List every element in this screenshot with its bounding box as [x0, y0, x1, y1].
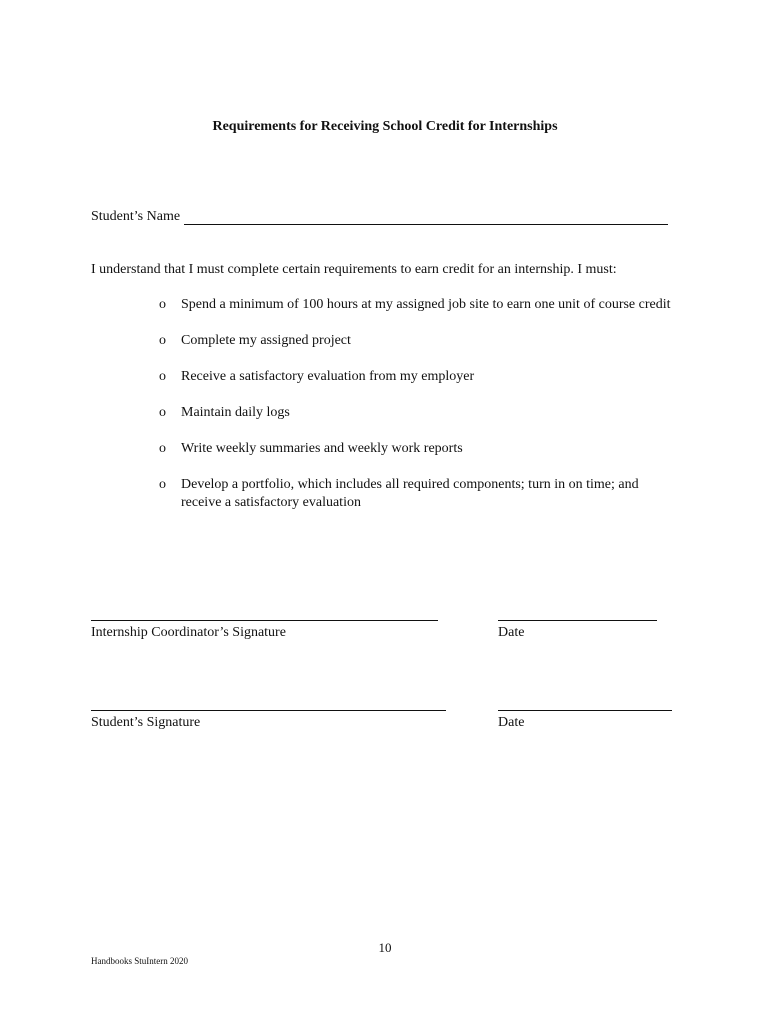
student-signature-line: [91, 710, 446, 711]
page-number: 10: [378, 940, 392, 955]
student-name-blank-line: [184, 210, 668, 225]
bullet-icon: o: [159, 333, 166, 348]
list-item: [159, 296, 679, 314]
coordinator-date-label: Date: [498, 625, 525, 640]
student-name-label: Student’s Name: [91, 209, 181, 224]
list-item: [159, 404, 679, 422]
coordinator-signature-label: Internship Coordinator’s Signature: [91, 625, 286, 640]
footer-text: Handbooks StuIntern 2020: [91, 956, 188, 966]
bullet-icon: o: [159, 369, 166, 384]
student-signature-block: [91, 710, 446, 731]
bullet-icon: o: [159, 477, 166, 492]
list-item: [159, 368, 679, 386]
requirement-text: Spend a minimum of 100 hours at my assigned job site to earn one unit of course credit: [181, 297, 671, 312]
student-date-label: Date: [498, 715, 525, 730]
list-item: [159, 440, 679, 458]
student-signature-label: Student’s Signature: [91, 715, 201, 730]
coordinator-signature-block: [91, 620, 438, 641]
requirement-text: Complete my assigned project: [181, 333, 351, 348]
requirement-text: Write weekly summaries and weekly work reports: [181, 441, 463, 456]
intro-statement: I understand that I must complete certain requirements to earn credit for an internship. I must:: [91, 262, 617, 277]
bullet-icon: o: [159, 297, 166, 312]
requirement-text: Develop a portfolio, which includes all required components; turn in on time; and receive a satisfactory evaluation: [181, 477, 639, 510]
coordinator-date-block: [498, 620, 657, 641]
coordinator-date-line: [498, 620, 657, 621]
student-name-field: [91, 209, 668, 225]
requirement-text: Maintain daily logs: [181, 405, 290, 420]
requirement-text: Receive a satisfactory evaluation from my employer: [181, 369, 475, 384]
student-date-block: [498, 710, 672, 731]
bullet-icon: o: [159, 405, 166, 420]
page-title: Requirements for Receiving School Credit for Internships: [212, 119, 558, 134]
requirements-list: [159, 296, 679, 530]
student-date-line: [498, 710, 672, 711]
bullet-icon: o: [159, 441, 166, 456]
coordinator-signature-line: [91, 620, 438, 621]
list-item: [159, 332, 679, 350]
list-item: [159, 476, 679, 512]
